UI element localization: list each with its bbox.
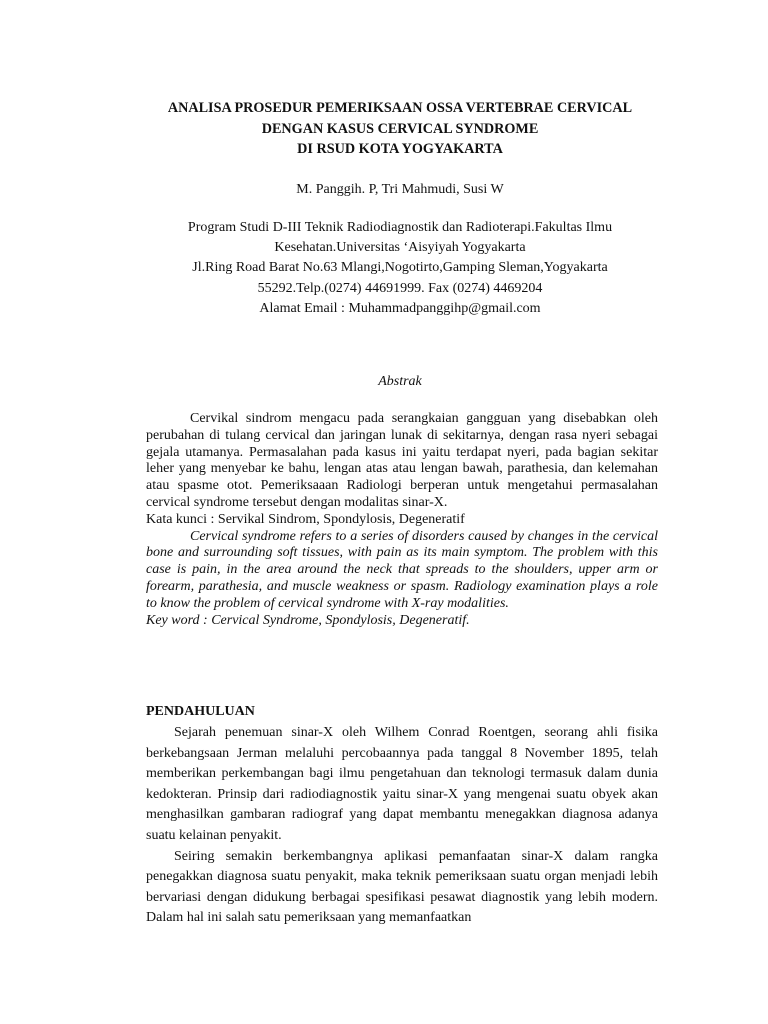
- abstract-english: Cervical syndrome refers to a series of disorders caused by changes in the cervical bone and surrounding soft tissues, with pain as its main symptom. The problem with this case is pain, in the area around the neck that spreads to the shoulders, upper arm or forearm, parathesia, and muscle weakness or spasm. Radiology examination plays a role to know the problem of cervical syndrome with X-ray modalities.: [146, 528, 658, 611]
- introduction-paragraph-1: Sejarah penemuan sinar-X oleh Wilhem Conrad Roentgen, seorang ahli fisika berkebangsaan Jerman melaluhi percobaannya pada tanggal 8 November 1895, telah memberikan perkembangan bagi ilmu pengetahuan dan teknologi termasuk dalam dunia kedokteran. Prinsip dari radiodiagnostik yaitu sinar-X yang mengenai suatu obyek akan menghasilkan gambaran radiograf yang dapat membantu menegakkan diagnosa adanya suatu kelainan penyakit.: [146, 725, 658, 843]
- affiliation-block: [100, 218, 700, 319]
- affiliation-line-3: Jl.Ring Road Barat No.63 Mlangi,Nogotirto,Gamping Sleman,Yogyakarta: [192, 260, 608, 276]
- author-list: M. Panggih. P, Tri Mahmudi, Susi W: [296, 182, 504, 197]
- abstract-indonesian: Cervikal sindrom mengacu pada serangkaian gangguan yang disebabkan oleh perubahan di tulang cervical dan jaringan lunak di sekitarnya, dengan rasa nyeri sebagai gejala utamanya. Permasalahan pada kasus ini yaitu terdapat nyeri, pada bagian sekitar leher yang menyebar ke bahu, lengan atas atau lengan bawah, parathesia, dan kelemahan atau spasme otot. Pemeriksaaan Radiologi berperan untuk mengetahui permasalahan cervical syndrome tersebut dengan modalitas sinar-X.: [146, 411, 658, 510]
- keywords-english: Key word : Cervical Syndrome, Spondylosis, Degeneratif.: [146, 612, 470, 628]
- title-line-2: DENGAN KASUS CERVICAL SYNDROME: [261, 120, 539, 137]
- title-line-3: DI RSUD KOTA YOGYAKARTA: [297, 141, 503, 157]
- title-line-1: ANALISA PROSEDUR PEMERIKSAAN OSSA VERTEBRAE CERVICAL: [167, 100, 633, 116]
- introduction-body: [146, 723, 658, 929]
- section-heading-introduction: PENDAHULUAN: [146, 704, 255, 719]
- affiliation-email: Alamat Email : Muhammadpanggihp@gmail.com: [259, 300, 541, 316]
- affiliation-line-1: Program Studi D-III Teknik Radiodiagnostik dan Radioterapi.Fakultas Ilmu: [187, 220, 613, 235]
- affiliation-line-4: 55292.Telp.(0274) 44691999. Fax (0274) 4469204: [257, 280, 543, 296]
- keywords-indonesian: Kata kunci : Servikal Sindrom, Spondylosis, Degeneratif: [146, 511, 465, 527]
- abstract-block: [146, 411, 658, 629]
- paper-title: [100, 98, 700, 160]
- abstract-heading: Abstrak: [378, 374, 422, 389]
- affiliation-line-2: Kesehatan.Universitas ‘Aisyiyah Yogyakarta: [274, 240, 526, 256]
- introduction-paragraph-2: Seiring semakin berkembangnya aplikasi pemanfaatan sinar-X dalam rangka penegakkan diagnosa suatu penyakit, maka teknik pemeriksaan suatu organ menjadi lebih bervariasi dengan didukung berbagai spesifikasi pesawat diagnostik yang lebih modern. Dalam hal ini salah satu pemeriksaan yang memanfaatkan: [146, 848, 658, 926]
